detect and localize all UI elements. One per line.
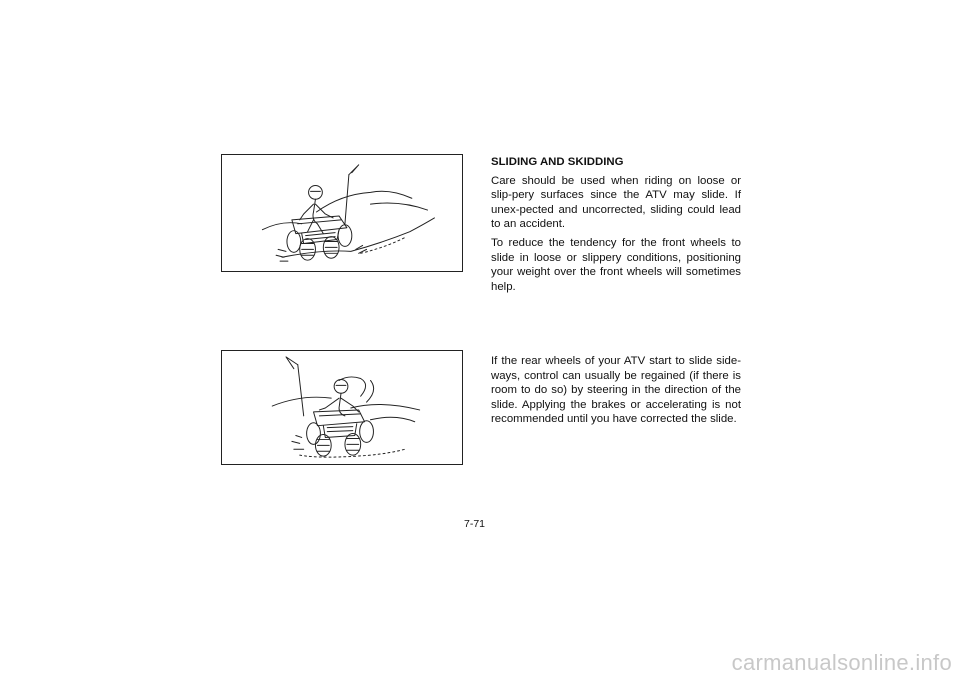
illustration-atv-rider-leaning-forward xyxy=(221,154,463,272)
page-number: 7-71 xyxy=(464,518,486,530)
section-rear-wheel-slide xyxy=(491,354,741,431)
watermark: carmanualsonline.info xyxy=(731,650,952,675)
section-heading: SLIDING AND SKIDDING xyxy=(491,156,624,168)
section-sliding-and-skidding xyxy=(491,155,741,298)
atv-rider-forward-drawing xyxy=(222,155,462,271)
atv-rider-sliding-drawing xyxy=(222,351,462,464)
paragraph: If the rear wheels of your ATV start to slide side-ways, control can usually be regained (if there is room to do so) by steering in the direction of the slide. Applying the brakes or accelerating is not recommended until you have corrected the slide. xyxy=(491,355,741,426)
paragraph: Care should be used when riding on loose or slip-pery surfaces since the ATV may slide. If unex-pected and uncorrected, sliding could lead to an accident. xyxy=(491,174,741,231)
paragraph: To reduce the tendency for the front wheels to slide in loose or slippery conditions, positioning your weight over the front wheels will sometimes help. xyxy=(491,236,741,293)
illustration-atv-rider-sliding xyxy=(221,350,463,465)
